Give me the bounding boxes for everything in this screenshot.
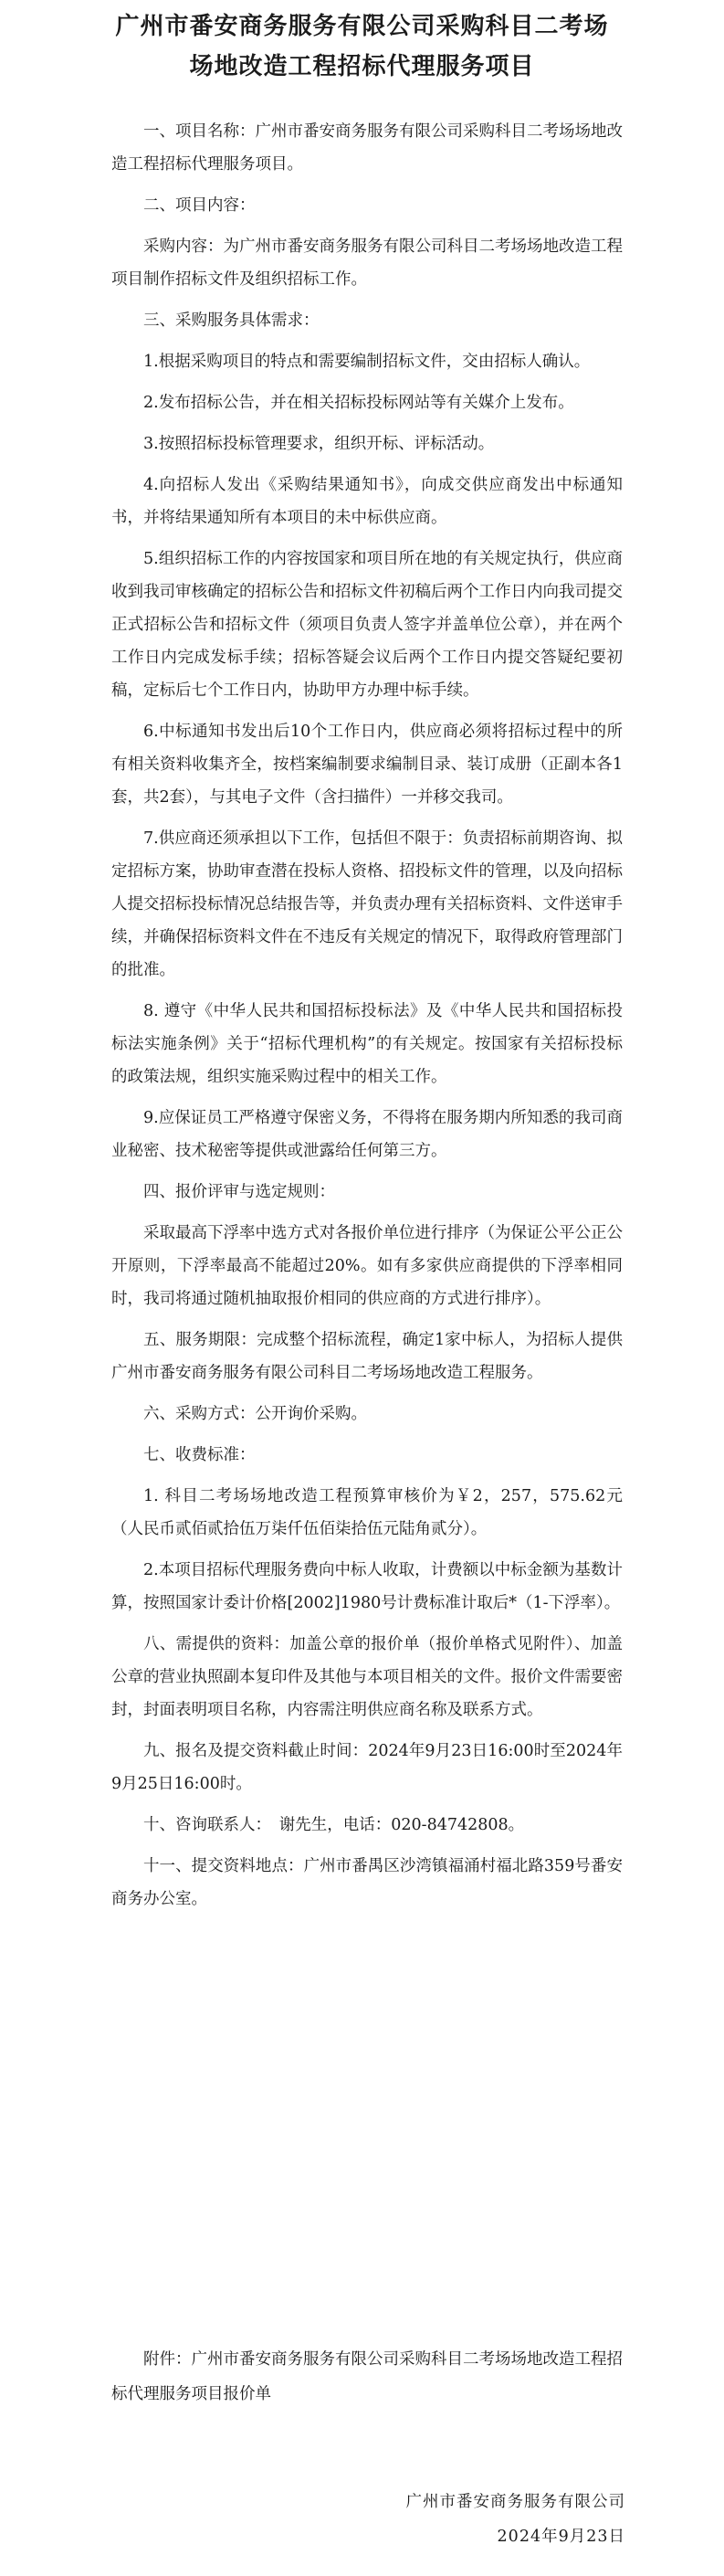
fee-item-1: 1. 科目二考场场地改造工程预算审核价为￥2，257，575.62元（人民币贰佰贰拾伍万柒仟伍佰柒拾伍元陆角贰分）。 bbox=[111, 1487, 623, 1538]
signature-company: 广州市番安商务服务有限公司 bbox=[405, 2493, 625, 2511]
paragraph-required-documents: 八、需提供的资料：加盖公章的报价单（报价单格式见附件）、加盖公章的营业执照副本复印件及其他与本项目相关的文件。报价文件需要密封，封面表明项目名称，内容需注明供应商名称及联系方式。 bbox=[111, 1635, 623, 1719]
document-body bbox=[111, 115, 623, 1924]
requirement-item-3: 3.按照招标投标管理要求，组织开标、评标活动。 bbox=[143, 435, 495, 453]
paragraph-service-period: 五、服务期限：完成整个招标流程，确定1家中标人，为招标人提供广州市番安商务服务有限公司科目二考场场地改造工程服务。 bbox=[111, 1331, 623, 1382]
paragraph-evaluation-rules: 采取最高下浮率中选方式对各报价单位进行排序（为保证公平公正公开原则，下浮率最高不能超过20%。如有多家供应商提供的下浮率相同时，我司将通过随机抽取报价相同的供应商的方式进行排序）。 bbox=[111, 1224, 623, 1308]
signature-block bbox=[406, 2485, 626, 2554]
requirement-item-1: 1.根据采购项目的特点和需要编制招标文件，交由招标人确认。 bbox=[143, 353, 591, 371]
requirement-item-7: 7.供应商还须承担以下工作，包括但不限于：负责招标前期咨询、拟定招标方案，协助审查潜在投标人资格、招投标文件的管理，以及向招标人提交招标投标情况总结报告等，并负责办理有关招标资料、文件送审手续，并确保招标资料文件在不违反有关规定的情况下，取得政府管理部门的批准。 bbox=[111, 829, 623, 979]
attachment-note bbox=[111, 2342, 623, 2412]
section-heading-fee-standard: 七、收费标准： bbox=[143, 1446, 256, 1464]
paragraph-procurement-content: 采购内容：为广州市番安商务服务有限公司科目二考场场地改造工程项目制作招标文件及组织招标工作。 bbox=[111, 238, 623, 289]
section-heading-evaluation-rules: 四、报价评审与选定规则： bbox=[143, 1183, 335, 1201]
paragraph-project-name: 一、项目名称：广州市番安商务服务有限公司采购科目二考场场地改造工程招标代理服务项目。 bbox=[111, 122, 623, 174]
paragraph-procurement-method: 六、采购方式：公开询价采购。 bbox=[143, 1405, 367, 1423]
requirement-item-2: 2.发布招标公告，并在相关招标投标网站等有关媒介上发布。 bbox=[143, 394, 574, 412]
paragraph-deadline: 九、报名及提交资料截止时间：2024年9月23日16:00时至2024年9月25日16:00时。 bbox=[111, 1742, 623, 1793]
requirement-item-8: 8. 遵守《中华人民共和国招标投标法》及《中华人民共和国招标投标法实施条例》关于“招标代理机构”的有关规定。按国家有关招标投标的政策法规，组织实施采购过程中的相关工作。 bbox=[111, 1002, 623, 1086]
attachment-text: 附件：广州市番安商务服务有限公司采购科目二考场场地改造工程招标代理服务项目报价单 bbox=[111, 2350, 623, 2403]
requirement-item-5: 5.组织招标工作的内容按国家和项目所在地的有关规定执行，供应商收到我司审核确定的招标公告和招标文件初稿后两个工作日内向我司提交正式招标公告和招标文件（须项目负责人签字并盖单位公章），并在两个工作日内完成发标手续；招标答疑会议后两个工作日内提交答疑纪要初稿，定标后七个工作日内，协助甲方办理中标手续。 bbox=[111, 550, 623, 700]
signature-date: 2024年9月23日 bbox=[497, 2528, 625, 2546]
paragraph-contact: 十、咨询联系人： 谢先生，电话：020-84742808。 bbox=[143, 1816, 525, 1834]
document-title-line-1: 广州市番安商务服务有限公司采购科目二考场 bbox=[115, 13, 609, 40]
requirement-item-6: 6.中标通知书发出后10个工作日内，供应商必须将招标过程中的所有相关资料收集齐全，按档案编制要求编制目录、装订成册（正副本各1套，共2套），与其电子文件（含扫描件）一并移交我司。 bbox=[111, 723, 623, 807]
requirement-item-9: 9.应保证员工严格遵守保密义务，不得将在服务期内所知悉的我司商业秘密、技术秘密等提供或泄露给任何第三方。 bbox=[111, 1109, 623, 1160]
section-heading-service-requirements: 三、采购服务具体需求： bbox=[143, 311, 320, 330]
section-heading-project-content: 二、项目内容： bbox=[143, 196, 256, 215]
requirement-item-4: 4.向招标人发出《采购结果通知书》，向成交供应商发出中标通知书，并将结果通知所有本项目的未中标供应商。 bbox=[111, 476, 623, 527]
fee-item-2: 2.本项目招标代理服务费向中标人收取，计费额以中标金额为基数计算，按照国家计委计价格[2002]1980号计费标准计取后*（1-下浮率）。 bbox=[111, 1561, 623, 1612]
paragraph-submission-location: 十一、提交资料地点：广州市番禺区沙湾镇福涌村福北路359号番安商务办公室。 bbox=[111, 1857, 623, 1908]
document-title-line-2: 场地改造工程招标代理服务项目 bbox=[189, 53, 535, 80]
